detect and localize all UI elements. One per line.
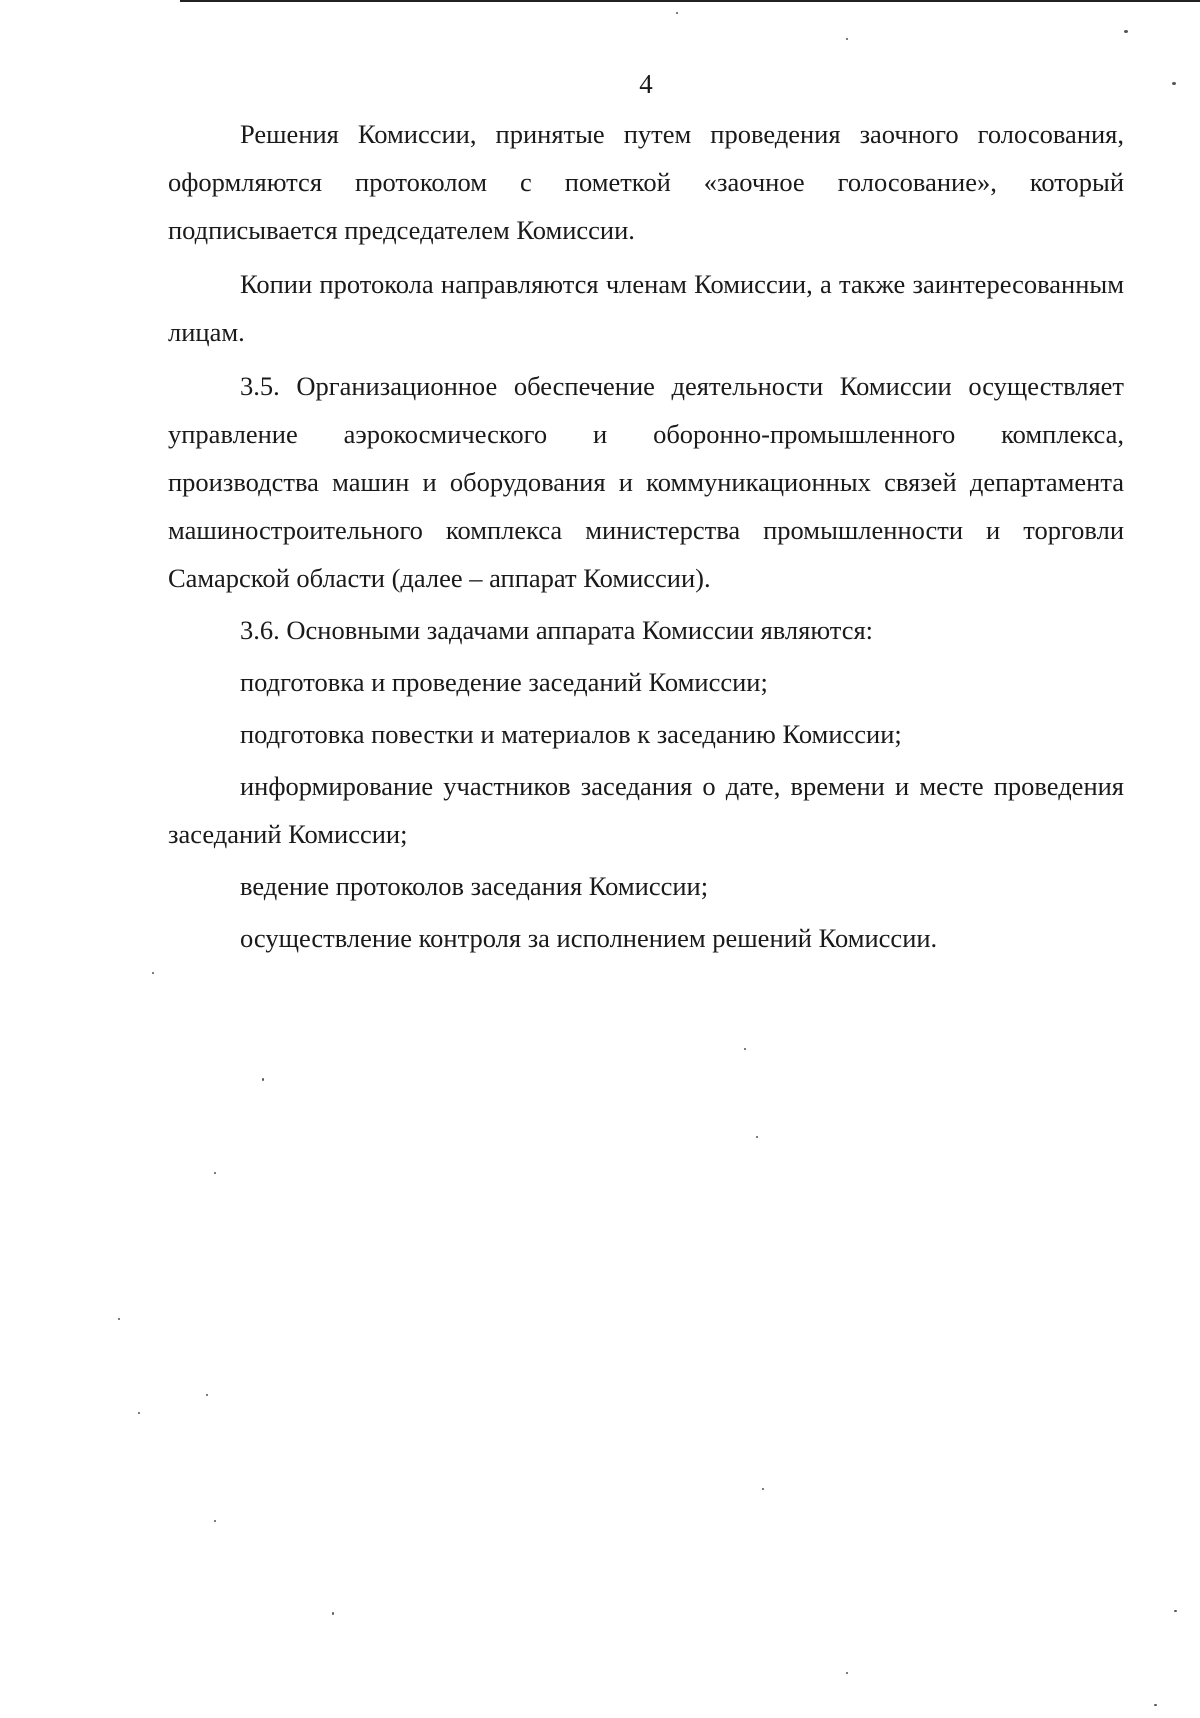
page-number: 4 — [639, 69, 653, 99]
top-edge-line — [180, 0, 1200, 2]
scan-speck — [846, 38, 848, 40]
list-item-participant-notification: информирование участников заседания о дате, времени и месте проведения заседаний Комиссии; — [168, 771, 1124, 849]
scan-speck — [1174, 1610, 1177, 1612]
scan-speck — [1154, 1704, 1157, 1706]
paragraph-absentee-vote-decisions: Решения Комиссии, принятые путем проведения заочного голосования, оформляются протоколом с пометкой «заочное голосование», который подписывается председателем Комиссии. — [168, 119, 1124, 245]
scan-speck — [214, 1520, 216, 1522]
scan-speck — [756, 1136, 758, 1138]
scan-speck — [762, 1488, 764, 1490]
list-item-decision-control: осуществление контроля за исполнением решений Комиссии. — [240, 923, 938, 953]
scan-speck — [846, 1672, 848, 1674]
scan-speck — [1124, 30, 1128, 33]
list-item-meeting-preparation: подготовка и проведение заседаний Комиссии; — [240, 667, 768, 697]
scan-speck — [138, 1412, 140, 1414]
scan-speck — [1172, 82, 1176, 85]
paragraph-3-5-organizational-support: 3.5. Организационное обеспечение деятельности Комиссии осуществляет управление аэрокосмического и оборонно-промышленного комплекса, производства машин и оборудования и коммуникационных связей департамента машиностроительного комплекса министерства промышленности и торговли Самарской области (далее – аппарат Комиссии). — [168, 371, 1124, 593]
list-item-agenda-preparation: подготовка повестки и материалов к заседанию Комиссии; — [240, 719, 902, 749]
scan-speck — [262, 1078, 264, 1081]
paragraph-protocol-copies: Копии протокола направляются членам Комиссии, а также заинтересованным лицам. — [168, 269, 1124, 347]
scan-speck — [152, 972, 154, 974]
scan-speck — [332, 1612, 334, 1615]
scan-speck — [118, 1318, 120, 1320]
scan-speck — [744, 1048, 746, 1050]
paragraph-3-6-main-tasks: 3.6. Основными задачами аппарата Комиссии являются: — [240, 615, 874, 645]
scan-speck — [676, 12, 678, 14]
scan-speck — [214, 1172, 216, 1174]
scan-speck — [206, 1394, 208, 1396]
list-item-minutes-keeping: ведение протоколов заседания Комиссии; — [240, 871, 709, 901]
document-body — [168, 110, 1124, 962]
